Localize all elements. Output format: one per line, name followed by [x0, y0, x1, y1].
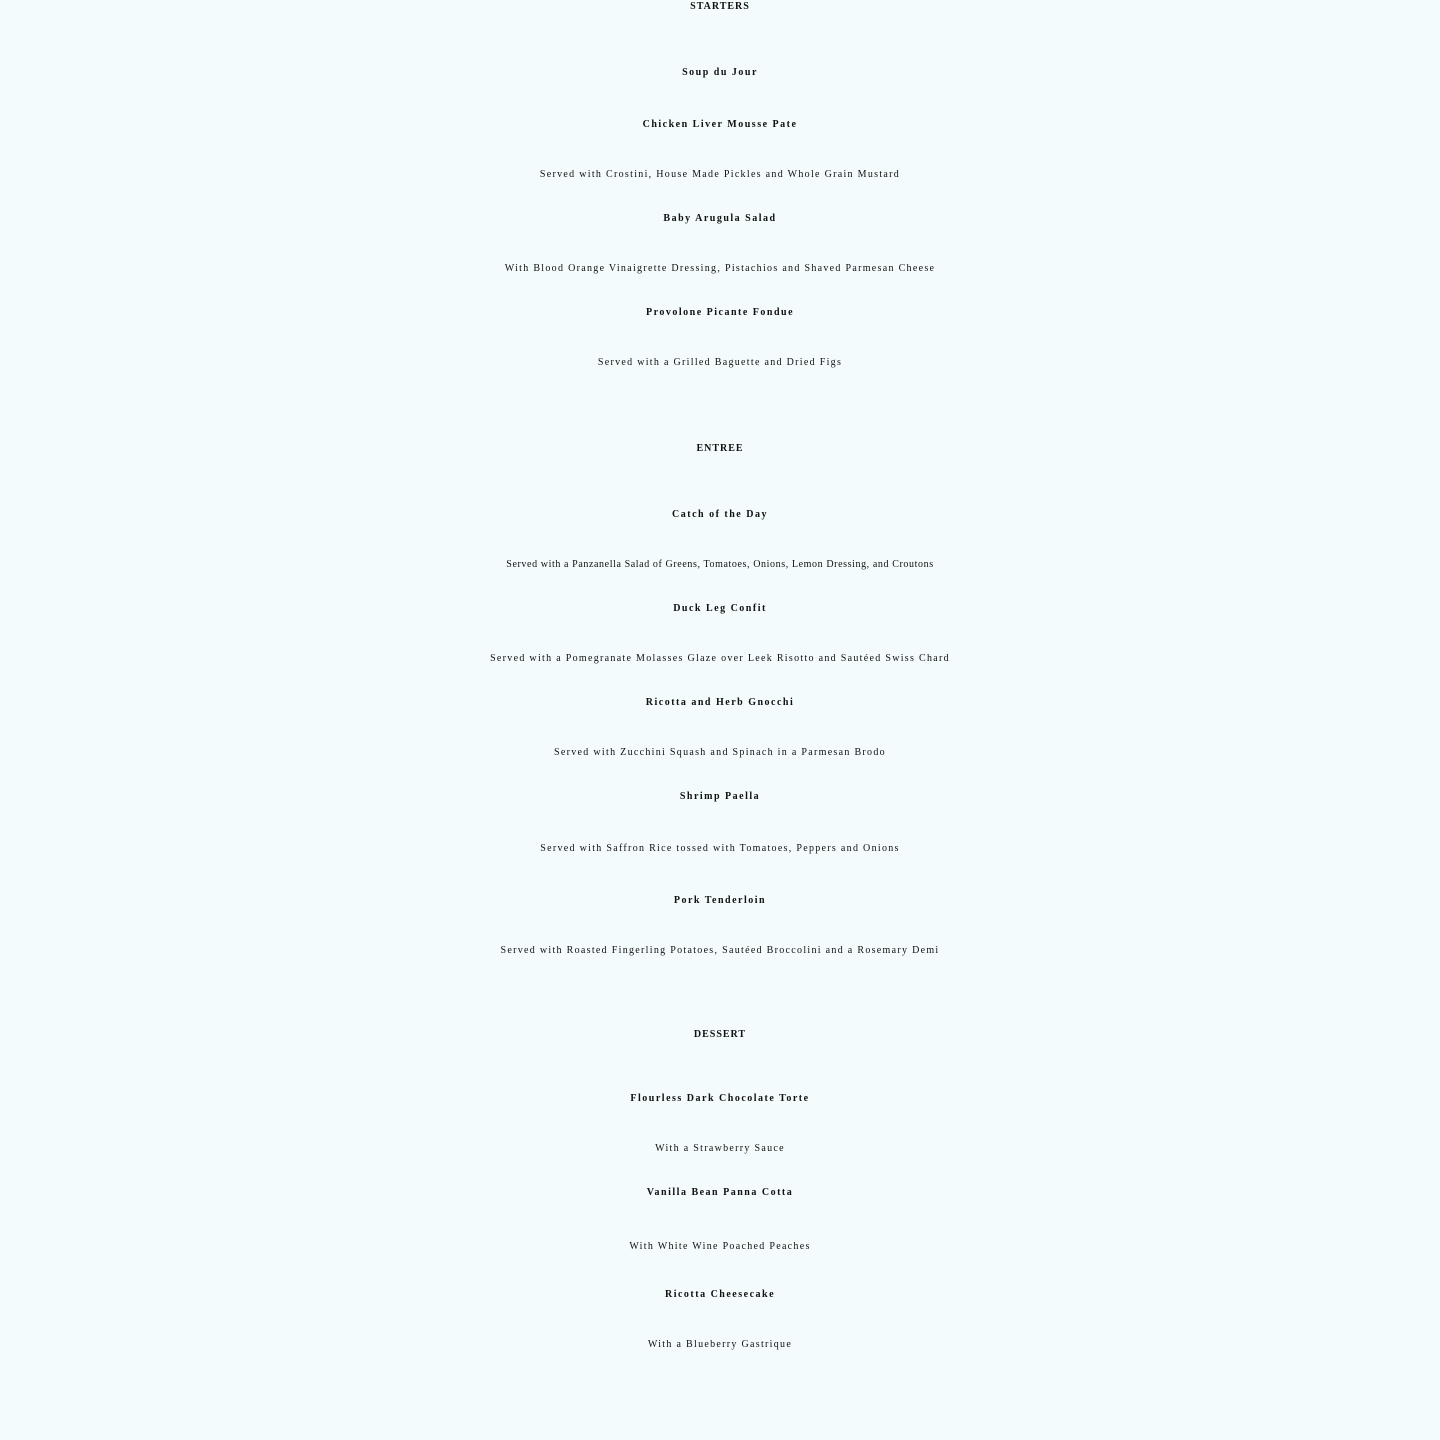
menu-item-description: Served with a Pomegranate Molasses Glaze over Leek Risotto and Sautéed Swiss Chard: [490, 653, 950, 664]
menu-item-name: Flourless Dark Chocolate Torte: [630, 1093, 810, 1104]
menu-item-description: Served with Crostini, House Made Pickles and Whole Grain Mustard: [539, 169, 901, 180]
menu-item-description: Served with a Panzanella Salad of Greens, Tomatoes, Onions, Lemon Dressing, and Croutons: [506, 559, 934, 570]
menu-item-name: Vanilla Bean Panna Cotta: [646, 1187, 794, 1198]
menu-item-name: Ricotta and Herb Gnocchi: [645, 697, 795, 708]
menu-item-description: Served with Saffron Rice tossed with Tomatoes, Peppers and Onions: [540, 843, 900, 854]
menu-item-name: Provolone Picante Fondue: [645, 307, 795, 318]
menu-item-description: Served with a Grilled Baguette and Dried Figs: [597, 357, 843, 368]
menu-item-name: Chicken Liver Mousse Pate: [642, 119, 798, 130]
section-heading-starters: STARTERS: [690, 1, 750, 12]
menu-item-name: Shrimp Paella: [679, 791, 761, 802]
menu-item-description: Served with Zucchini Squash and Spinach in a Parmesan Brodo: [554, 747, 886, 758]
menu-item-description: With White Wine Poached Peaches: [629, 1241, 811, 1252]
section-heading-entree: ENTREE: [696, 443, 744, 454]
menu-item-name: Pork Tenderloin: [673, 895, 767, 906]
menu-item-name: Catch of the Day: [672, 509, 768, 520]
menu-item-name: Soup du Jour: [682, 67, 758, 78]
section-heading-dessert: DESSERT: [693, 1029, 747, 1040]
menu-item-name: Ricotta Cheesecake: [664, 1289, 776, 1300]
menu-item-name: Duck Leg Confit: [673, 603, 767, 614]
menu-item-description: With a Blueberry Gastrique: [647, 1339, 793, 1350]
menu-item-name: Baby Arugula Salad: [663, 213, 777, 224]
menu-item-description: Served with Roasted Fingerling Potatoes, Sautéed Broccolini and a Rosemary Demi: [500, 945, 940, 956]
menu-item-description: With Blood Orange Vinaigrette Dressing, Pistachios and Shaved Parmesan Cheese: [504, 263, 936, 274]
menu-item-description: With a Strawberry Sauce: [655, 1143, 785, 1154]
